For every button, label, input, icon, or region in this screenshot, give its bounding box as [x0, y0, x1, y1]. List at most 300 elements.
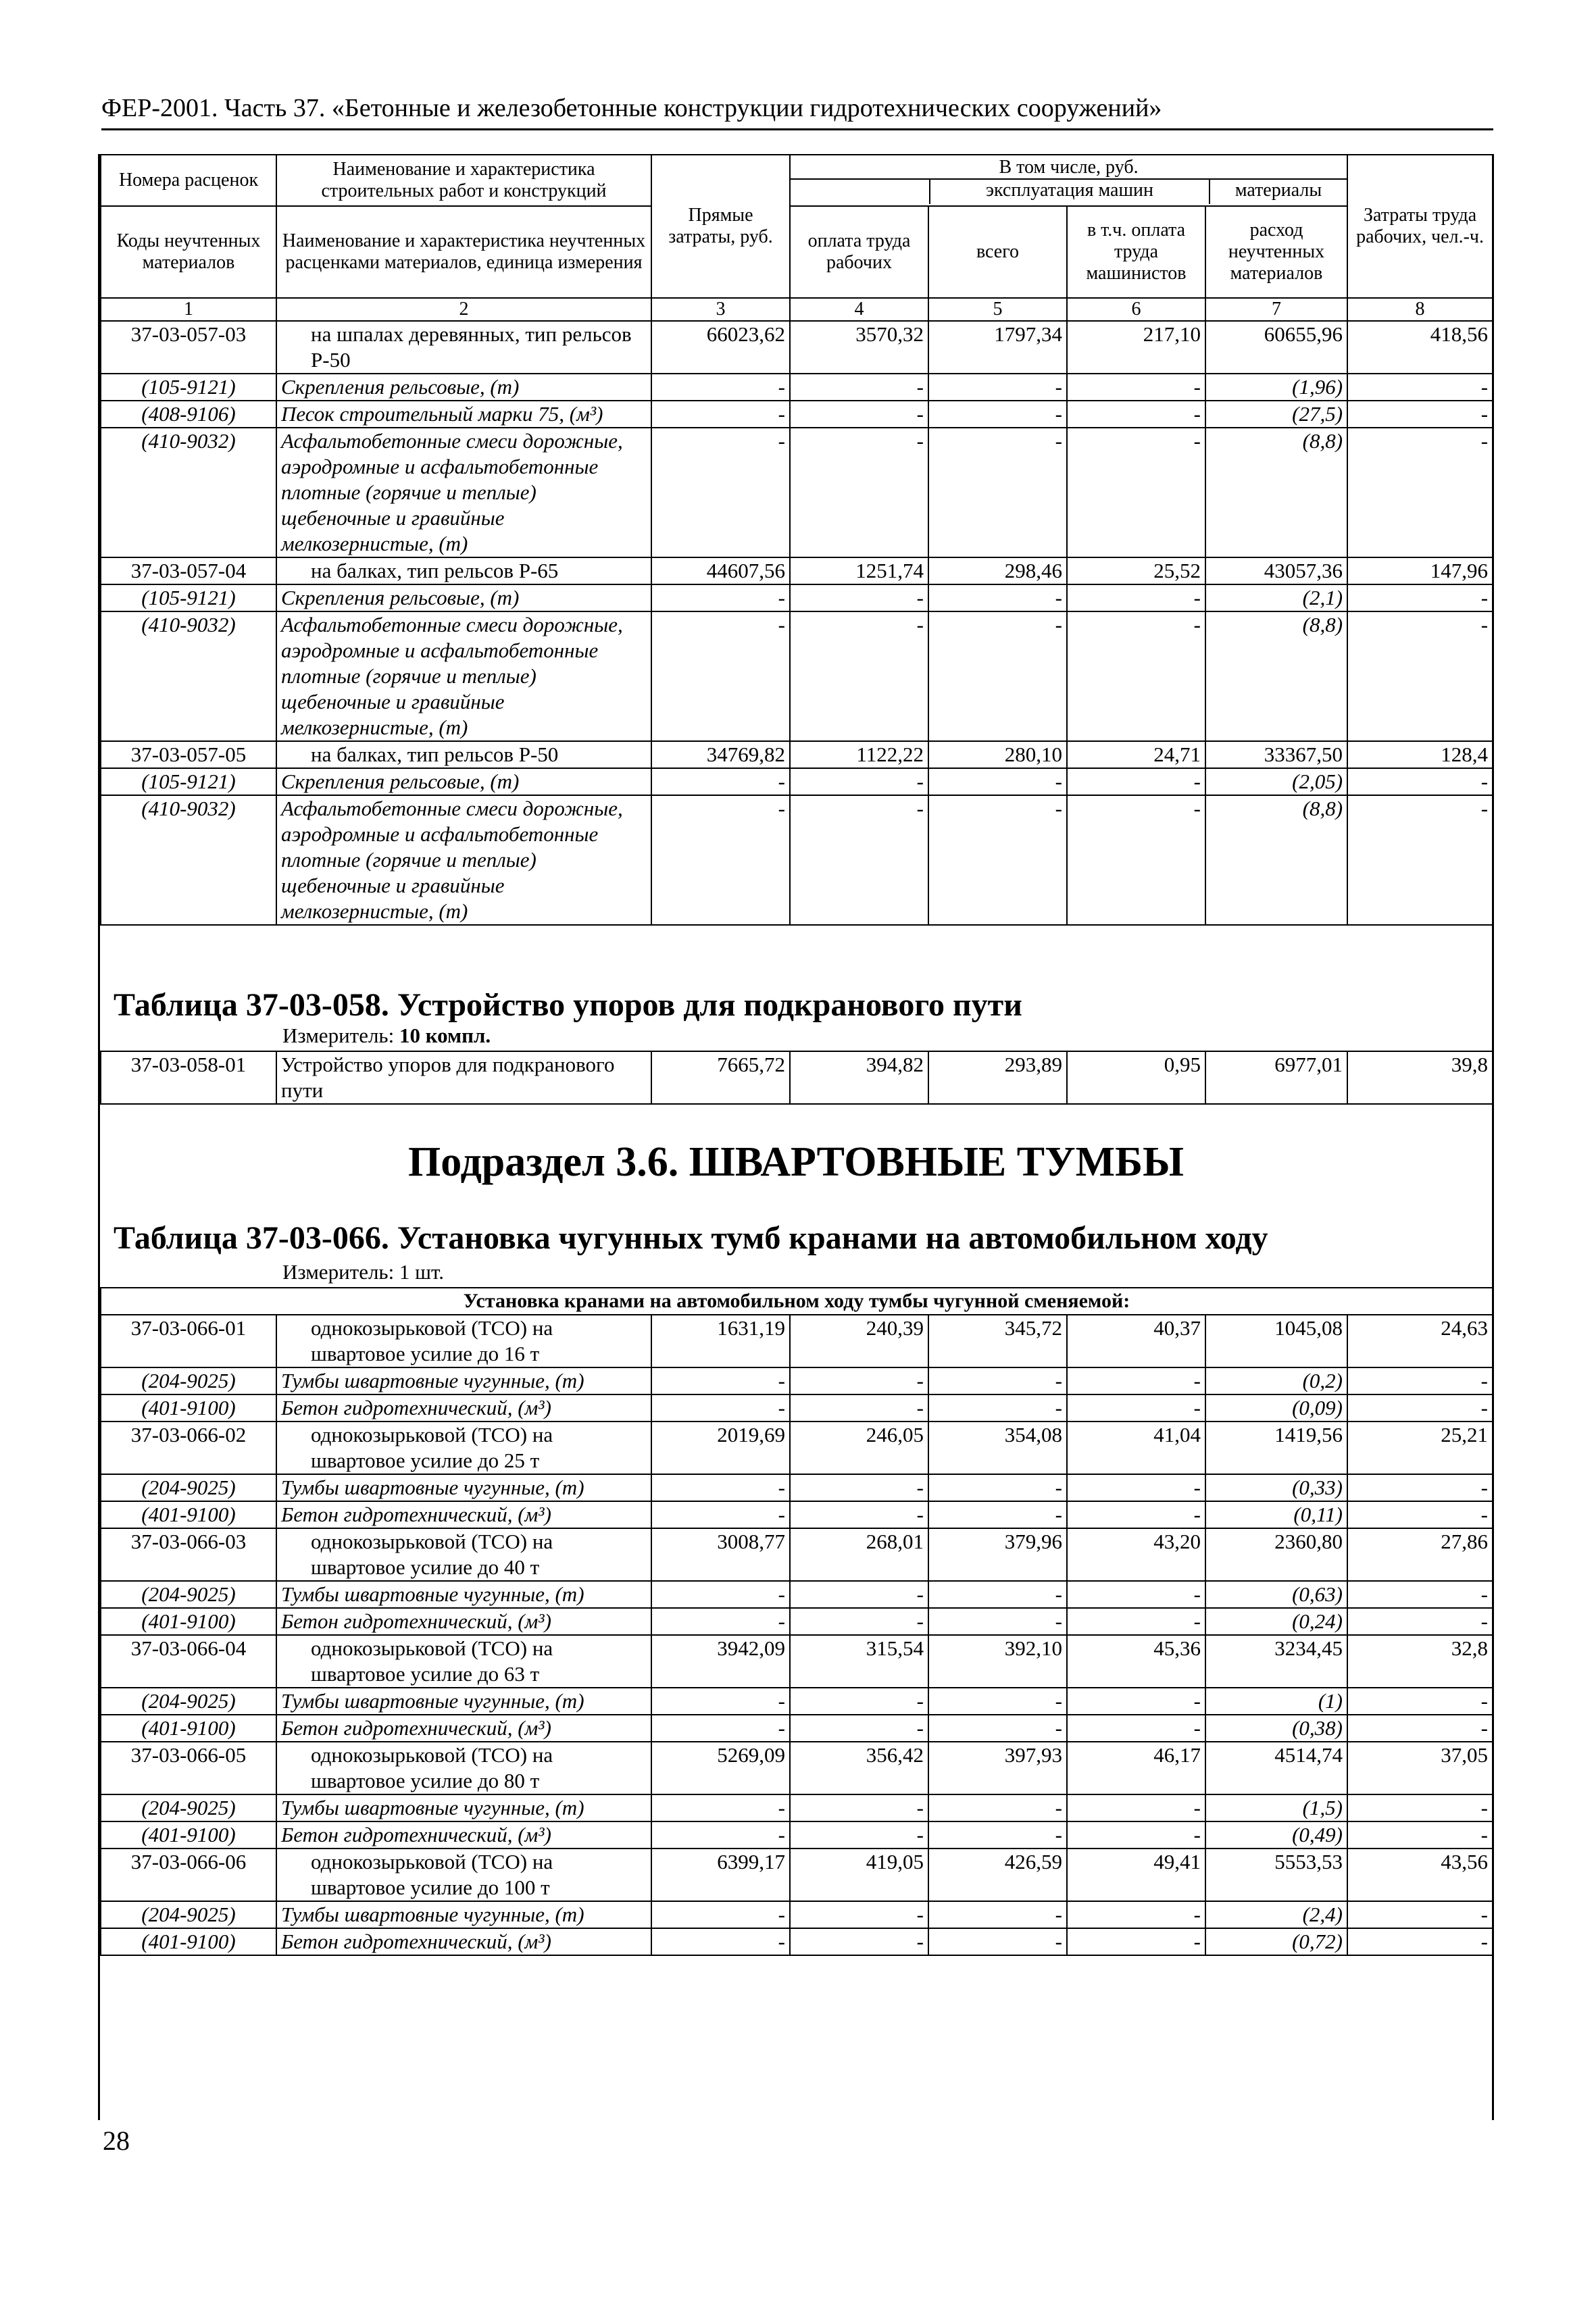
material-name: Бетон гидротехнический, (м³) [276, 1715, 651, 1742]
cell-v6: 24,71 [1067, 741, 1205, 768]
cell-v3: - [651, 795, 790, 925]
column-numbers-row [101, 298, 1493, 321]
cell-v3: 66023,62 [651, 321, 790, 374]
table-row [101, 401, 1493, 428]
cell-v8: 39,8 [1347, 1051, 1493, 1104]
material-code: (401-9100) [101, 1821, 276, 1848]
cell-v8: 147,96 [1347, 557, 1493, 584]
cell-dash: - [651, 1688, 790, 1715]
cell-dash: - [1347, 1928, 1493, 1955]
cell-v8: 25,21 [1347, 1422, 1493, 1474]
cell-v8: 37,05 [1347, 1742, 1493, 1794]
row-code: 37-03-057-03 [101, 321, 276, 374]
cell-v3: 2019,69 [651, 1422, 790, 1474]
cell-dash: - [1347, 1394, 1493, 1422]
table-row [101, 321, 1493, 374]
cell-dash: - [790, 1715, 928, 1742]
column-number: 6 [1067, 298, 1205, 321]
material-row [101, 1394, 1493, 1422]
cell-dash: - [1347, 1821, 1493, 1848]
row-name: однокозырьковой (ТСО) на швартовое усилие до 63 т [276, 1635, 651, 1688]
cell-v5: 379,96 [928, 1528, 1067, 1581]
cell-dash: - [928, 1821, 1067, 1848]
cell-v3: - [651, 584, 790, 611]
row-code: 37-03-057-04 [101, 557, 276, 584]
row-code: (408-9106) [101, 401, 276, 428]
cell-dash: - [1347, 1688, 1493, 1715]
cell-dash: - [928, 1608, 1067, 1635]
cell-v4: 246,05 [790, 1422, 928, 1474]
table-row [101, 768, 1493, 795]
cell-v6: 25,52 [1067, 557, 1205, 584]
row-code: 37-03-066-06 [101, 1848, 276, 1901]
row-code: (105-9121) [101, 374, 276, 401]
meter-label: Измеритель: [282, 1024, 399, 1047]
cell-v3: - [651, 428, 790, 557]
cell-v5: 280,10 [928, 741, 1067, 768]
material-qty: (0,2) [1205, 1367, 1347, 1394]
material-row [101, 1688, 1493, 1715]
row-code: (410-9032) [101, 428, 276, 557]
cell-dash: - [928, 1501, 1067, 1528]
cell-v6: - [1067, 401, 1205, 428]
cell-v5: 392,10 [928, 1635, 1067, 1688]
cell-dash: - [1067, 1821, 1205, 1848]
cell-dash: - [651, 1394, 790, 1422]
material-row [101, 1794, 1493, 1821]
cell-v5: 426,59 [928, 1848, 1067, 1901]
cell-v7: 4514,74 [1205, 1742, 1347, 1794]
row-name: однокозырьковой (ТСО) на швартовое усилие до 40 т [276, 1528, 651, 1581]
cell-v4: 315,54 [790, 1635, 928, 1688]
cell-v3: 34769,82 [651, 741, 790, 768]
row-name: на балках, тип рельсов Р-50 [276, 741, 651, 768]
cell-dash: - [1067, 1367, 1205, 1394]
table-row [101, 741, 1493, 768]
column-number: 4 [790, 298, 928, 321]
cell-dash: - [1347, 1474, 1493, 1501]
material-qty: (0,72) [1205, 1928, 1347, 1955]
table-row [101, 1528, 1493, 1581]
material-name: Тумбы швартовные чугунные, (т) [276, 1581, 651, 1608]
cell-v4: 419,05 [790, 1848, 928, 1901]
cell-v6: 217,10 [1067, 321, 1205, 374]
cell-v7: (8,8) [1205, 428, 1347, 557]
cell-v5: - [928, 374, 1067, 401]
table-row [101, 428, 1493, 557]
cell-v4: - [790, 795, 928, 925]
cell-v6: 45,36 [1067, 1635, 1205, 1688]
row-name: однокозырьковой (ТСО) на швартовое усилие до 80 т [276, 1742, 651, 1794]
table-row [101, 374, 1493, 401]
cell-dash: - [790, 1581, 928, 1608]
cell-v7: 1419,56 [1205, 1422, 1347, 1474]
cell-dash: - [1347, 1715, 1493, 1742]
cell-v6: - [1067, 428, 1205, 557]
cell-dash: - [1067, 1901, 1205, 1928]
cell-v8: 43,56 [1347, 1848, 1493, 1901]
cell-v7: 5553,53 [1205, 1848, 1347, 1901]
cell-dash: - [1067, 1715, 1205, 1742]
table-066-meter: Измеритель: 1 шт. [282, 1260, 445, 1284]
col-header-1b: Коды неучтенных материалов [101, 206, 276, 298]
material-row [101, 1608, 1493, 1635]
cell-dash: - [928, 1794, 1067, 1821]
cell-v3: - [651, 611, 790, 741]
cell-v3: 6399,17 [651, 1848, 790, 1901]
table-row [101, 1635, 1493, 1688]
row-code: 37-03-058-01 [101, 1051, 276, 1104]
table-row [101, 1051, 1493, 1104]
material-row [101, 1928, 1493, 1955]
row-name: Песок строительный марки 75, (м³) [276, 401, 651, 428]
cell-v7: (1,96) [1205, 374, 1347, 401]
material-code: (401-9100) [101, 1501, 276, 1528]
cell-v7: 43057,36 [1205, 557, 1347, 584]
col-header-4: оплата труда рабочих [790, 206, 928, 298]
cell-v4: 3570,32 [790, 321, 928, 374]
table-row [101, 795, 1493, 925]
cell-dash: - [1067, 1581, 1205, 1608]
cell-v8: - [1347, 768, 1493, 795]
table-row [101, 557, 1493, 584]
row-name: Асфальтобетонные смеси дорожные, аэродромные и асфальтобетонные плотные (горячие и теплые) щебеночные и гравийные мелкозернистые, (т) [276, 795, 651, 925]
cell-dash: - [928, 1581, 1067, 1608]
page-number: 28 [103, 2126, 130, 2156]
cell-dash: - [790, 1688, 928, 1715]
cell-v6: 40,37 [1067, 1315, 1205, 1367]
cell-v8: - [1347, 611, 1493, 741]
row-name: Асфальтобетонные смеси дорожные, аэродромные и асфальтобетонные плотные (горячие и теплые) щебеночные и гравийные мелкозернистые, (т) [276, 428, 651, 557]
table-057 [100, 154, 1493, 926]
material-row [101, 1715, 1493, 1742]
row-code: (105-9121) [101, 768, 276, 795]
cell-dash: - [651, 1608, 790, 1635]
cell-v7: 6977,01 [1205, 1051, 1347, 1104]
material-name: Тумбы швартовные чугунные, (т) [276, 1474, 651, 1501]
material-name: Тумбы швартовные чугунные, (т) [276, 1688, 651, 1715]
cell-v8: - [1347, 584, 1493, 611]
cell-v3: 5269,09 [651, 1742, 790, 1794]
cell-dash: - [1067, 1794, 1205, 1821]
cell-dash: - [790, 1474, 928, 1501]
material-qty: (1,5) [1205, 1794, 1347, 1821]
column-number: 7 [1205, 298, 1347, 321]
cell-dash: - [928, 1367, 1067, 1394]
cell-dash: - [790, 1608, 928, 1635]
cell-v3: - [651, 401, 790, 428]
cell-dash: - [790, 1821, 928, 1848]
cell-v4: - [790, 768, 928, 795]
material-name: Тумбы швартовные чугунные, (т) [276, 1794, 651, 1821]
cell-dash: - [1347, 1367, 1493, 1394]
cell-dash: - [1067, 1928, 1205, 1955]
cell-dash: - [790, 1367, 928, 1394]
material-name: Бетон гидротехнический, (м³) [276, 1928, 651, 1955]
cell-v5: 1797,34 [928, 321, 1067, 374]
material-qty: (0,38) [1205, 1715, 1347, 1742]
cell-v4: 356,42 [790, 1742, 928, 1794]
cell-dash: - [651, 1794, 790, 1821]
material-name: Бетон гидротехнический, (м³) [276, 1608, 651, 1635]
material-name: Бетон гидротехнический, (м³) [276, 1394, 651, 1422]
cell-v4: 394,82 [790, 1051, 928, 1104]
cell-dash: - [651, 1928, 790, 1955]
cell-v8: 24,63 [1347, 1315, 1493, 1367]
cell-v5: - [928, 428, 1067, 557]
col-header-6: в т.ч. оплата труда машинистов [1067, 206, 1205, 298]
column-number: 1 [101, 298, 276, 321]
material-qty: (0,11) [1205, 1501, 1347, 1528]
column-number: 2 [276, 298, 651, 321]
cell-v4: 240,39 [790, 1315, 928, 1367]
cell-dash: - [651, 1821, 790, 1848]
material-row [101, 1581, 1493, 1608]
cell-v6: - [1067, 768, 1205, 795]
cell-dash: - [790, 1794, 928, 1821]
material-qty: (0,09) [1205, 1394, 1347, 1422]
material-code: (204-9025) [101, 1794, 276, 1821]
cell-v4: - [790, 401, 928, 428]
cell-v5: - [928, 768, 1067, 795]
cell-v4: - [790, 428, 928, 557]
incl-label: В том числе, руб. [791, 157, 1347, 180]
row-code: 37-03-066-05 [101, 1742, 276, 1794]
material-code: (204-9025) [101, 1901, 276, 1928]
header-row-1 [101, 155, 1493, 206]
row-name: однокозырьковой (ТСО) на швартовое усилие до 16 т [276, 1315, 651, 1367]
row-name: на балках, тип рельсов Р-65 [276, 557, 651, 584]
cell-v6: 49,41 [1067, 1848, 1205, 1901]
row-code: (410-9032) [101, 795, 276, 925]
column-number: 8 [1347, 298, 1493, 321]
row-name: Асфальтобетонные смеси дорожные, аэродромные и асфальтобетонные плотные (горячие и теплые) щебеночные и гравийные мелкозернистые, (т) [276, 611, 651, 741]
cell-dash: - [928, 1688, 1067, 1715]
col-header-incl [790, 155, 1347, 206]
cell-dash: - [651, 1367, 790, 1394]
table-row [101, 1848, 1493, 1901]
cell-v4: - [790, 611, 928, 741]
cell-v6: - [1067, 611, 1205, 741]
cell-v4: 268,01 [790, 1528, 928, 1581]
cell-v3: 3942,09 [651, 1635, 790, 1688]
row-name: однокозырьковой (ТСО) на швартовое усилие до 25 т [276, 1422, 651, 1474]
table-row [101, 584, 1493, 611]
mach-label: эксплуатация машин [930, 180, 1210, 204]
cell-v7: (27,5) [1205, 401, 1347, 428]
cell-v3: 44607,56 [651, 557, 790, 584]
cell-v6: 43,20 [1067, 1528, 1205, 1581]
row-code: (410-9032) [101, 611, 276, 741]
cell-dash: - [651, 1474, 790, 1501]
cell-v7: (8,8) [1205, 795, 1347, 925]
cell-v7: 60655,96 [1205, 321, 1347, 374]
material-code: (204-9025) [101, 1688, 276, 1715]
material-code: (401-9100) [101, 1394, 276, 1422]
column-number: 3 [651, 298, 790, 321]
cell-v8: 27,86 [1347, 1528, 1493, 1581]
row-code: 37-03-066-03 [101, 1528, 276, 1581]
cell-v7: 33367,50 [1205, 741, 1347, 768]
cell-v3: 1631,19 [651, 1315, 790, 1367]
row-name: Скрепления рельсовые, (т) [276, 768, 651, 795]
cell-v8: - [1347, 401, 1493, 428]
cell-dash: - [651, 1581, 790, 1608]
cell-v4: - [790, 584, 928, 611]
meter-value: 10 компл. [399, 1024, 491, 1047]
cell-v5: 298,46 [928, 557, 1067, 584]
material-qty: (2,4) [1205, 1901, 1347, 1928]
cell-dash: - [790, 1901, 928, 1928]
cell-dash: - [1067, 1608, 1205, 1635]
material-row [101, 1474, 1493, 1501]
table-row [101, 1742, 1493, 1794]
row-name: на шпалах деревянных, тип рельсов Р-50 [276, 321, 651, 374]
row-name: Скрепления рельсовые, (т) [276, 374, 651, 401]
material-name: Тумбы швартовные чугунные, (т) [276, 1901, 651, 1928]
group-label: Установка кранами на автомобильном ходу тумбы чугунной сменяемой: [101, 1288, 1493, 1315]
group-row [101, 1288, 1493, 1315]
col-header-2a: Наименование и характеристика строительных работ и конструкций [276, 155, 651, 206]
material-row [101, 1901, 1493, 1928]
material-name: Бетон гидротехнический, (м³) [276, 1821, 651, 1848]
cell-dash: - [1347, 1581, 1493, 1608]
row-code: 37-03-066-02 [101, 1422, 276, 1474]
cell-dash: - [1067, 1688, 1205, 1715]
page-header: ФЕР-2001. Часть 37. «Бетонные и железобетонные конструкции гидротехнических сооружений» [101, 93, 1493, 130]
material-code: (204-9025) [101, 1474, 276, 1501]
row-code: (105-9121) [101, 584, 276, 611]
row-name: Устройство упоров для подкранового пути [276, 1051, 651, 1104]
table-058-meter [282, 1024, 1596, 1051]
cell-v6: - [1067, 584, 1205, 611]
col-header-5: всего [928, 206, 1067, 298]
cell-v4: - [790, 374, 928, 401]
cell-v6: 0,95 [1067, 1051, 1205, 1104]
material-qty: (0,33) [1205, 1474, 1347, 1501]
col-header-2b: Наименование и характеристика неучтенных расценками материалов, единица измерения [276, 206, 651, 298]
material-code: (401-9100) [101, 1928, 276, 1955]
cell-dash: - [790, 1928, 928, 1955]
material-row [101, 1821, 1493, 1848]
table-058 [100, 1051, 1493, 1105]
cell-dash: - [651, 1715, 790, 1742]
col-header-1a: Номера расценок [101, 155, 276, 206]
cell-v7: (8,8) [1205, 611, 1347, 741]
material-row [101, 1367, 1493, 1394]
cell-v3: - [651, 374, 790, 401]
cell-dash: - [790, 1501, 928, 1528]
cell-v5: 354,08 [928, 1422, 1067, 1474]
cell-v6: - [1067, 374, 1205, 401]
cell-v4: 1122,22 [790, 741, 928, 768]
table-row [101, 1315, 1493, 1367]
cell-v8: - [1347, 795, 1493, 925]
cell-dash: - [1067, 1394, 1205, 1422]
cell-v4: 1251,74 [790, 557, 928, 584]
cell-v8: - [1347, 374, 1493, 401]
cell-v3: 7665,72 [651, 1051, 790, 1104]
cell-dash: - [790, 1394, 928, 1422]
cell-v5: - [928, 584, 1067, 611]
row-name: Скрепления рельсовые, (т) [276, 584, 651, 611]
cell-v7: 1045,08 [1205, 1315, 1347, 1367]
material-qty: (1) [1205, 1688, 1347, 1715]
cell-v7: (2,1) [1205, 584, 1347, 611]
material-name: Бетон гидротехнический, (м³) [276, 1501, 651, 1528]
cell-v8: 418,56 [1347, 321, 1493, 374]
cell-dash: - [1347, 1794, 1493, 1821]
col-header-3: Прямые затраты, руб. [651, 155, 790, 298]
cell-v5: 293,89 [928, 1051, 1067, 1104]
cell-dash: - [928, 1928, 1067, 1955]
table-058-title: Таблица 37-03-058. Устройство упоров для подкранового пути [114, 987, 1022, 1023]
column-number: 5 [928, 298, 1067, 321]
cell-v7: 2360,80 [1205, 1528, 1347, 1581]
cell-v7: (2,05) [1205, 768, 1347, 795]
cell-v5: - [928, 795, 1067, 925]
col-header-8: Затраты труда рабочих, чел.-ч. [1347, 155, 1493, 298]
cell-v8: 32,8 [1347, 1635, 1493, 1688]
cell-v3: - [651, 768, 790, 795]
cell-dash: - [1067, 1474, 1205, 1501]
cell-v6: - [1067, 795, 1205, 925]
cell-v8: 128,4 [1347, 741, 1493, 768]
cell-dash: - [928, 1394, 1067, 1422]
header-row-2 [101, 206, 1493, 298]
table-066 [100, 1287, 1493, 1956]
cell-dash: - [651, 1901, 790, 1928]
cell-v6: 41,04 [1067, 1422, 1205, 1474]
material-code: (204-9025) [101, 1581, 276, 1608]
row-code: 37-03-066-04 [101, 1635, 276, 1688]
table-row [101, 1422, 1493, 1474]
material-code: (401-9100) [101, 1715, 276, 1742]
row-name: однокозырьковой (ТСО) на швартовое усилие до 100 т [276, 1848, 651, 1901]
cell-v7: 3234,45 [1205, 1635, 1347, 1688]
cell-dash: - [1347, 1501, 1493, 1528]
cell-dash: - [928, 1715, 1067, 1742]
material-code: (401-9100) [101, 1608, 276, 1635]
cell-dash: - [1347, 1608, 1493, 1635]
cell-dash: - [651, 1501, 790, 1528]
material-name: Тумбы швартовные чугунные, (т) [276, 1367, 651, 1394]
material-qty: (0,24) [1205, 1608, 1347, 1635]
cell-dash: - [1347, 1901, 1493, 1928]
row-code: 37-03-057-05 [101, 741, 276, 768]
table-frame [98, 154, 1494, 2120]
row-code: 37-03-066-01 [101, 1315, 276, 1367]
cell-v5: 397,93 [928, 1742, 1067, 1794]
material-row [101, 1501, 1493, 1528]
cell-v6: 46,17 [1067, 1742, 1205, 1794]
mat-label: материалы [1235, 180, 1322, 201]
cell-dash: - [1067, 1501, 1205, 1528]
col-header-7: расход неучтенных материалов [1205, 206, 1347, 298]
cell-dash: - [928, 1474, 1067, 1501]
cell-dash: - [928, 1901, 1067, 1928]
material-qty: (0,49) [1205, 1821, 1347, 1848]
cell-v5: - [928, 611, 1067, 741]
cell-v3: 3008,77 [651, 1528, 790, 1581]
table-066-title: Таблица 37-03-066. Установка чугунных тумб кранами на автомобильном ходу [114, 1220, 1268, 1256]
cell-v5: - [928, 401, 1067, 428]
cell-v8: - [1347, 428, 1493, 557]
subsection-title: Подраздел 3.6. ШВАРТОВНЫЕ ТУМБЫ [408, 1139, 1184, 1185]
cell-v5: 345,72 [928, 1315, 1067, 1367]
material-code: (204-9025) [101, 1367, 276, 1394]
table-row [101, 611, 1493, 741]
